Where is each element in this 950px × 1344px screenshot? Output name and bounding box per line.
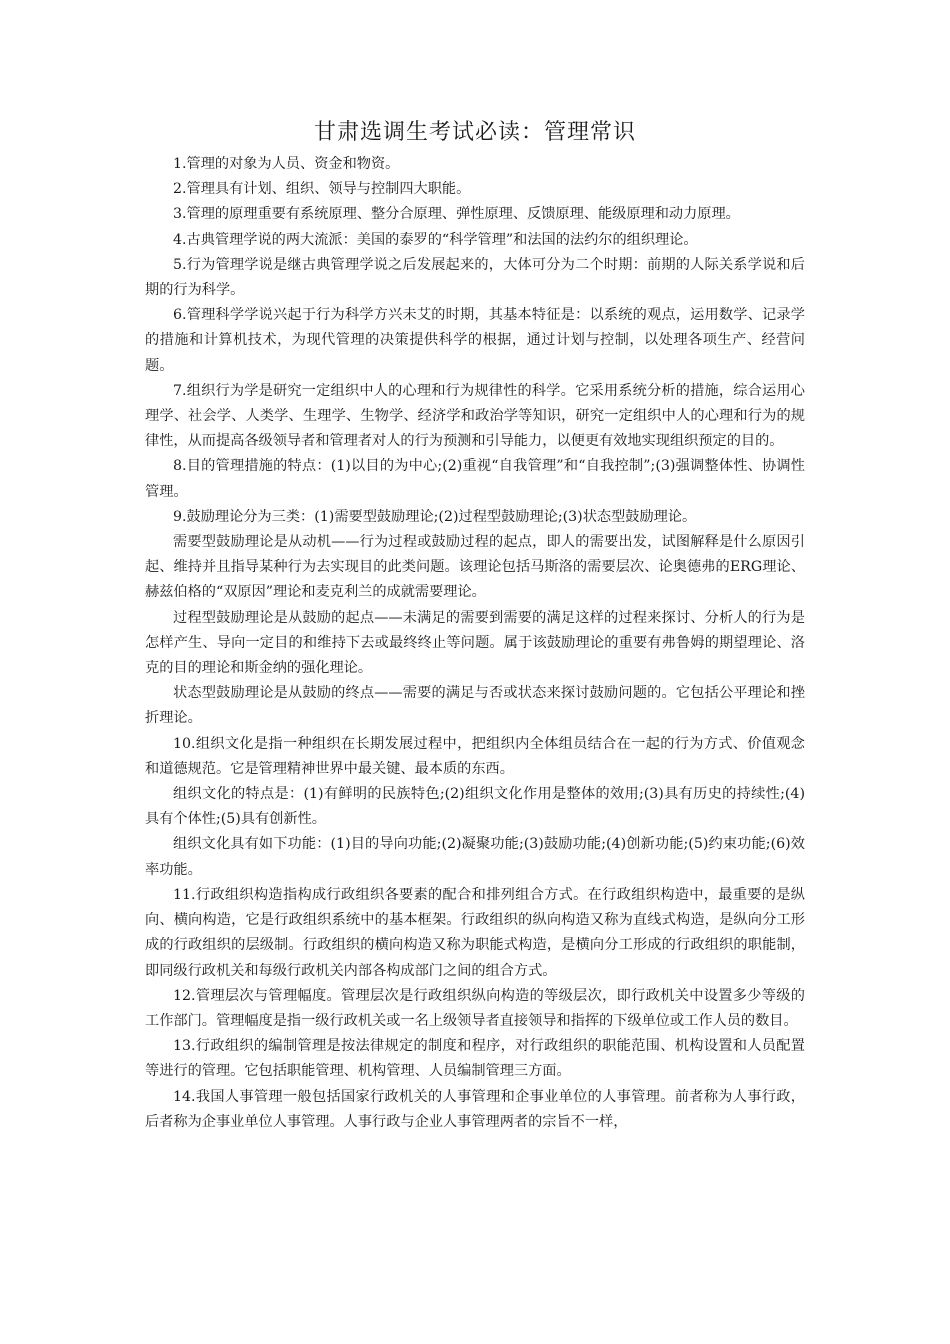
paragraph: 8.目的管理措施的特点：(1)以目的为中心;(2)重视“自我管理”和“自我控制”;(3)强调整体性、协调性管理。 [145, 458, 805, 500]
paragraph: 5.行为管理学说是继古典管理学说之后发展起来的，大体可分为二个时期：前期的人际关系学说和后期的行为科学。 [145, 256, 805, 299]
paragraph: 需要型鼓励理论是从动机——行为过程或鼓励过程的起点，即人的需要出发，试图解释是什么原因引起、维持并且指导某种行为去实现目的此类问题。该理论包括马斯洛的需要层次、论奥德弗的ERG理论、赫兹伯格的“双原因”理论和麦克利兰的成就需要理论。 [145, 534, 805, 601]
paragraph: 过程型鼓励理论是从鼓励的起点——未满足的需要到需要的满足这样的过程来探讨、分析人的行为是怎样产生、导向一定目的和维持下去或最终终止等问题。属于该鼓励理论的重要有弗鲁姆的期望理论、洛克的目的理论和斯金纳的强化理论。 [145, 609, 805, 677]
paragraph: 6.管理科学学说兴起于行为科学方兴未艾的时期，其基本特征是：以系统的观点，运用数学、记录学的措施和计算机技术，为现代管理的决策提供科学的根据，通过计划与控制，以处理各项生产、经营问题。 [145, 307, 805, 374]
paragraph: 2.管理具有计划、组织、领导与控制四大职能。 [173, 181, 471, 198]
document-title: 甘肃选调生考试必读：管理常识 [313, 120, 636, 145]
paragraph: 9.鼓励理论分为三类：(1)需要型鼓励理论;(2)过程型鼓励理论;(3)状态型鼓励理论。 [173, 508, 697, 525]
paragraph: 1.管理的对象为人员、资金和物资。 [173, 156, 400, 172]
paragraph: 组织文化具有如下功能：(1)目的导向功能;(2)凝聚功能;(3)鼓励功能;(4)创新功能;(5)约束功能;(6)效率功能。 [145, 836, 805, 878]
paragraph: 11.行政组织构造指构成行政组织各要素的配合和排列组合方式。在行政组织构造中，最重要的是纵向、横向构造，它是行政组织系统中的基本框架。行政组织的纵向构造又称为直线式构造，是纵向分工形成的行政组织的层级制。行政组织的横向构造又称为职能式构造，是横向分工形成的行政组织的职能制，即同级行政机关和每级行政机关内部各构成部门之间的组合方式。 [145, 886, 805, 979]
document-page [145, 118, 805, 1135]
paragraph: 3.管理的原理重要有系统原理、整分合原理、弹性原理、反馈原理、能级原理和动力原理。 [173, 206, 740, 223]
paragraph: 组织文化的特点是：(1)有鲜明的民族特色;(2)组织文化作用是整体的效用;(3)具有历史的持续性;(4)具有个体性;(5)具有创新性。 [145, 786, 805, 828]
paragraph: 状态型鼓励理论是从鼓励的终点——需要的满足与否或状态来探讨鼓励问题的。它包括公平理论和挫折理论。 [145, 685, 805, 727]
paragraph: 7.组织行为学是研究一定组织中人的心理和行为规律性的科学。它采用系统分析的措施，综合运用心理学、社会学、人类学、生理学、生物学、经济学和政治学等知识，研究一定组织中人的心理和行为的规律性，从而提高各级领导者和管理者对人的行为预测和引导能力，以便更有效地实现组织预定的目的。 [145, 382, 805, 450]
paragraph: 10.组织文化是指一种组织在长期发展过程中，把组织内全体组员结合在一起的行为方式、价值观念和道德规范。它是管理精神世界中最关键、最本质的东西。 [145, 735, 805, 777]
paragraph: 4.古典管理学说的两大流派：美国的泰罗的“科学管理”和法国的法约尔的组织理论。 [173, 231, 698, 248]
paragraph: 14.我国人事管理一般包括国家行政机关的人事管理和企事业单位的人事管理。前者称为人事行政，后者称为企事业单位人事管理。人事行政与企业人事管理两者的宗旨不一样， [145, 1088, 805, 1130]
paragraph: 12.管理层次与管理幅度。管理层次是行政组织纵向构造的等级层次，即行政机关中设置多少等级的工作部门。管理幅度是指一级行政机关或一名上级领导者直接领导和指挥的下级单位或工作人员的数目。 [145, 987, 805, 1029]
paragraph: 13.行政组织的编制管理是按法律规定的制度和程序，对行政组织的职能范围、机构设置和人员配置等进行的管理。它包括职能管理、机构管理、人员编制管理三方面。 [145, 1038, 805, 1080]
